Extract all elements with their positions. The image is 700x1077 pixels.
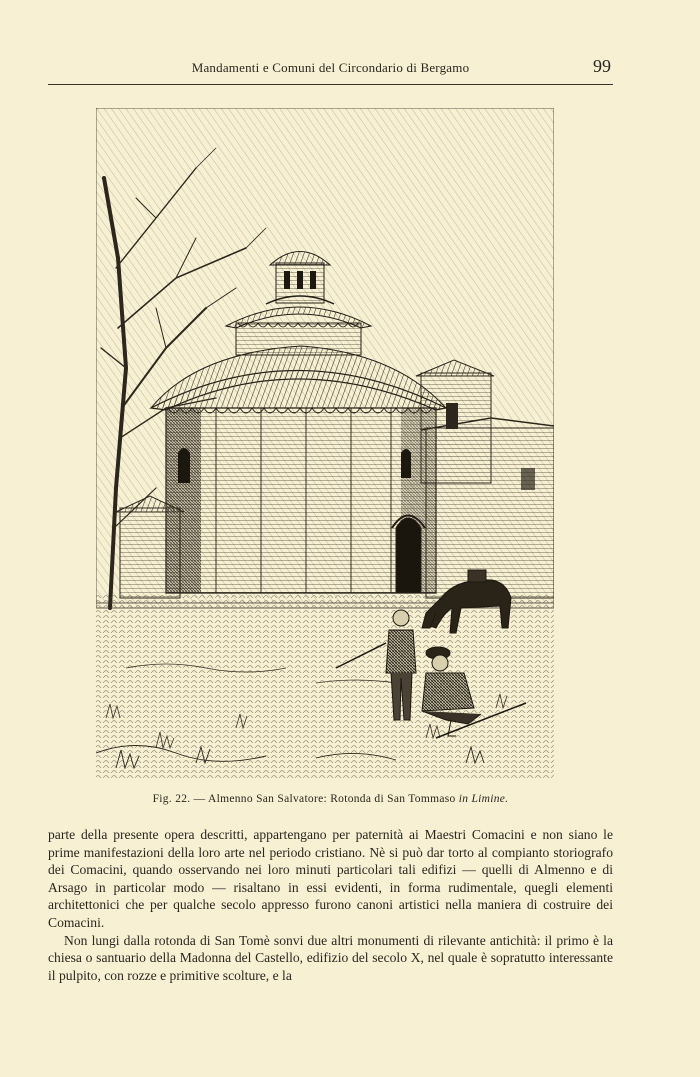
rotunda-engraving (96, 108, 554, 778)
caption-text: Fig. 22. — Almenno San Salvatore: Rotonda di San Tommaso (152, 793, 456, 805)
caption-italic-text: in Limine. (458, 793, 509, 805)
running-title: Mandamenti e Comuni del Circondario di Bergamo (191, 60, 470, 75)
body-text (48, 826, 613, 984)
paragraph: Non lungi dalla rotonda di San Tomè sonvi due altri monumenti di rilevante antichità: il primo è la chiesa o santuario della Madonna del Castello, edifizio del secolo X, nel quale è sopratutto interessante il pulpito, con rozze e primitive scolture, e la (48, 932, 613, 983)
paragraph: parte della presente opera descritti, appartengano per paternità ai Maestri Comacini e non siano le prime manifestazioni della loro arte nel periodo cristiano. Nè si può dar torto al compianto storiografo dei Comacini, quando osservando nei loro minuti particolari tali edifizi — quelli di Almenno e di Arsago in particolar modo — risaltano in essi evidenti, in forma rudimentale, quegli elementi architettonici che per qualche secolo appresso furono canoni artistici nella maniera di costruire dei Comacini. (48, 827, 613, 930)
running-header (48, 56, 613, 85)
page-number: 99 (593, 56, 611, 76)
figure-caption (48, 793, 613, 805)
engraving-illustration (96, 108, 554, 778)
